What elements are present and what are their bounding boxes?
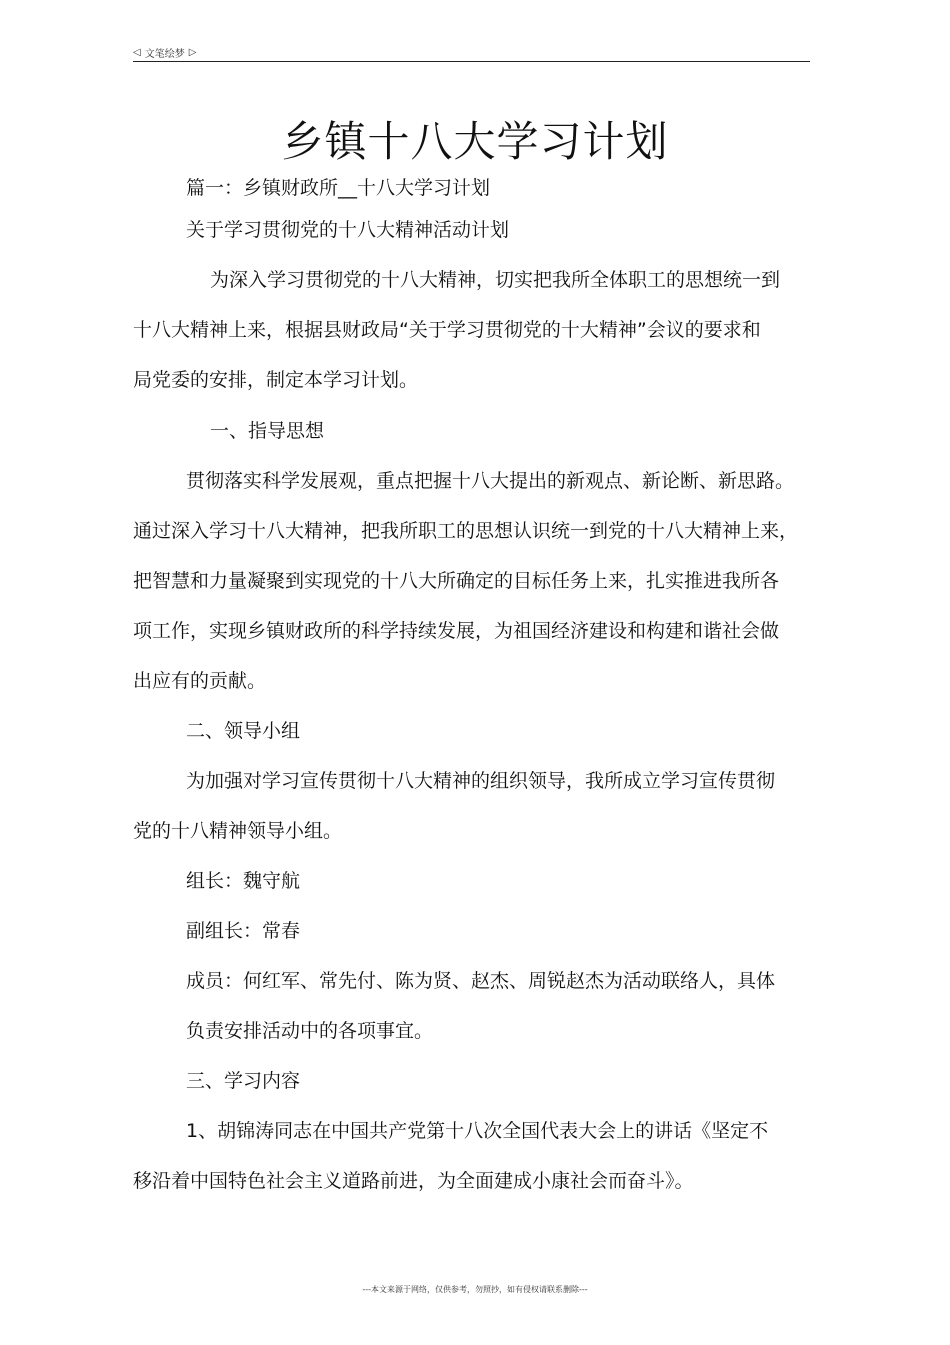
document-title: 乡镇十八大学习计划 [281,117,669,166]
section-heading: 二、领导小组 [186,720,301,742]
paragraph-line: 党的十八精神领导小组。 [133,820,343,842]
paragraph-line: 把智慧和力量凝聚到实现党的十八大所确定的目标任务上来，扎实推进我所各 [133,570,780,592]
subtitle-chapter: 篇一：乡镇财政所__十八大学习计划 [186,177,491,199]
paragraph-line: 移沿着中国特色社会主义道路前进，为全面建成小康社会而奋斗》。 [133,1170,694,1192]
paragraph-line: 为加强对学习宣传贯彻十八大精神的组织领导，我所成立学习宣传贯彻 [186,770,776,792]
page-footer: ---本文来源于网络，仅供参考，勿照抄，如有侵权请联系删除--- [362,1285,588,1294]
header-text: 文笔绘梦 [144,48,185,60]
header-divider [133,61,810,62]
section-heading: 三、学习内容 [186,1070,301,1092]
paragraph-line: 通过深入学习十八大精神，把我所职工的思想认识统一到党的十八大精神上来， [133,520,799,542]
paragraph-line: 局党委的安排，制定本学习计划。 [133,369,419,391]
paragraph-line: 十八大精神上来，根据县财政局“关于学习贯彻党的十大精神”会议的要求和 [133,319,761,341]
right-triangle-icon: ▷ [188,46,197,58]
paragraph-line: 贯彻落实科学发展观，重点把握十八大提出的新观点、新论断、新思路。 [186,470,795,492]
members-line: 成员：何红军、常先付、陈为贤、赵杰、周锐赵杰为活动联络人，具体 [186,970,776,992]
paragraph-line: 出应有的贡献。 [133,670,267,692]
paragraph-line: 项工作，实现乡镇财政所的科学持续发展，为祖国经济建设和构建和谐社会做 [133,620,780,642]
left-triangle-icon: ◁ [133,46,141,58]
page-header [133,44,196,60]
subtitle-plan: 关于学习贯彻党的十八大精神活动计划 [186,219,510,241]
paragraph-line: 1、胡锦涛同志在中国共产党第十八次全国代表大会上的讲话《坚定不 [186,1120,769,1142]
members-line: 负责安排活动中的各项事宜。 [186,1020,434,1042]
leader-line: 组长：魏守航 [186,870,301,892]
paragraph-line: 为深入学习贯彻党的十八大精神，切实把我所全体职工的思想统一到 [210,269,781,291]
section-heading: 一、指导思想 [210,420,325,442]
deputy-leader-line: 副组长：常春 [186,920,301,942]
